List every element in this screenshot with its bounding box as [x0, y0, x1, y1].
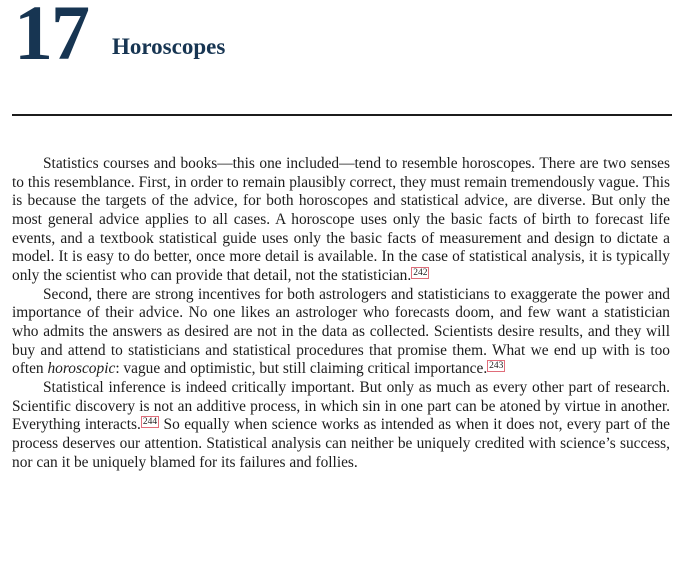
- chapter-number: 17: [14, 0, 88, 76]
- paragraph-text: Second, there are strong incentives for both astrologers and statisticians to exaggerate the power and importance of their advice. No one likes an astrologer who forecasts doom, and few want a statistician who admits the answers as desired are not in the data as collected. Scientists desire results, and they will buy and attend to statisticians and statistical procedures that promise them. What we end up with is too often: [12, 285, 670, 378]
- paragraph-text: Statistics courses and books—this one included—tend to resemble horoscopes. There are two senses to this resemblance. First, in order to remain plausibly correct, they must remain tremendously vague. This is because the targets of the advice, for both horoscopes and statistical advice, are diverse. But only the most general advice applies to all cases. A horoscope uses only the basic facts of birth to forecast life events, and a textbook statistical guide uses only the basic facts of measurement and design to dictate a model. It is easy to do better, once more detail is available. In the case of statistical analysis, it is typically only the scientist who can provide that detail, not the statistician.: [12, 155, 670, 284]
- paragraph-text: : vague and optimistic, but still claiming critical importance.: [115, 360, 488, 378]
- footnote-link-242[interactable]: 242: [413, 267, 428, 278]
- emphasis-horoscopic: horoscopic: [47, 360, 116, 378]
- paragraph-3: [12, 379, 670, 472]
- paragraph-1: [12, 155, 670, 286]
- chapter-title: Horoscopes: [112, 34, 226, 59]
- paragraph-2: [12, 286, 670, 379]
- chapter-body: [12, 155, 670, 472]
- paragraph-text: Statistical inference is indeed critically important. But only as much as every other part of research. Scientific discovery is not an additive process, in which sin in one part can be atoned by virtue in another. Everything interacts.: [12, 378, 670, 434]
- footnote-link-243[interactable]: 243: [489, 361, 504, 372]
- footnote-link-244[interactable]: 244: [142, 417, 158, 428]
- heading-rule: [12, 114, 672, 116]
- paragraph-text: So equally when science works as intended as when it does not, every part of the process deserves our attention. Statistical analysis can neither be uniquely credited with science’s success, nor can it be uniquely blamed for its failures and follies.: [12, 416, 670, 471]
